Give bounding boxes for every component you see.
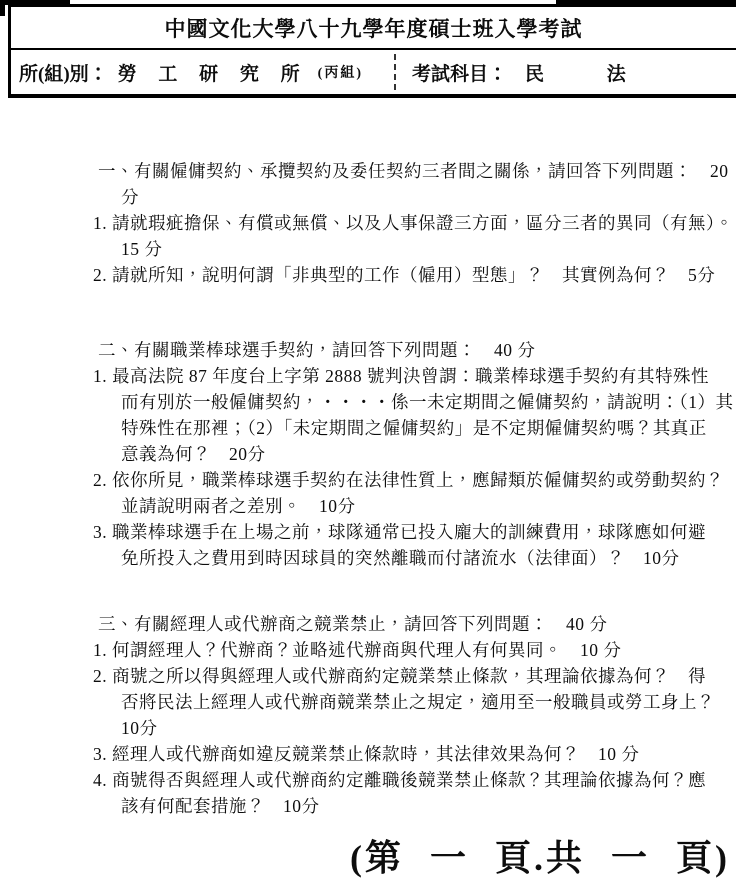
question-line: 2. 請就所知，說明何謂「非典型的工作（僱用）型態」？ 其實例為何？ 5分 [93,265,716,285]
department-label: 所(組)別： [19,63,108,85]
exam-questions [0,158,736,819]
question-section-2 [0,337,736,571]
question-line: 3. 經理人或代辦商如違反競業禁止條款時，其法律效果為何？ 10 分 [93,744,640,764]
question-section-1 [0,158,736,288]
question-section-3 [0,611,736,819]
question-line: 10分 [121,718,158,738]
subject-label: 考試科目： [412,63,508,85]
department-group: (丙組) [317,66,363,81]
exam-header-box [8,4,736,98]
question-line: 2. 商號之所以得與經理人或代辦商約定競業禁止條款，其理論依據為何？ 得 [93,666,706,686]
question-line: 三、有關經理人或代辦商之競業禁止，請回答下列問題： 40 分 [98,614,608,634]
question-line: 4. 商號得否與經理人或代辦商約定離職後競業禁止條款？其理論依據為何？應 [93,770,706,790]
department-field [11,50,394,94]
question-line: 3. 職業棒球選手在上場之前，球隊通常已投入龐大的訓練費用，球隊應如何避 [93,522,706,542]
question-line: 分 [121,187,139,207]
subject-field [394,50,736,94]
question-line: 並請說明兩者之差別。 10分 [121,496,356,516]
question-line: 1. 最高法院 87 年度台上字第 2888 號判決曾謂：職業棒球選手契約有其特殊性 [93,366,709,386]
scan-artifact [0,0,5,16]
exam-header-fields [11,50,736,94]
question-line: 意義為何？ 20分 [121,444,266,464]
question-line: 15 分 [121,239,163,259]
question-line: 2. 依你所見，職業棒球選手契約在法律性質上，應歸類於僱傭契約或勞動契約？ [93,470,724,490]
exam-title: 中國文化大學八十九學年度碩士班入學考試 [11,7,736,50]
question-line: 1. 何謂經理人？代辦商？並略述代辦商與代理人有何異同。 10 分 [93,640,622,660]
field-divider [394,54,396,90]
question-line: 一、有關僱傭契約、承攬契約及委任契約三者間之關係，請回答下列問題： 20 [98,161,729,181]
question-line: 1. 請就瑕疵擔保、有償或無償、以及人事保證三方面，區分三者的異同（有無）。 [93,213,734,233]
department-value: 勞 工 研 究 所 [117,63,302,85]
question-line: 該有何配套措施？ 10分 [121,796,320,816]
question-line: 二、有關職業棒球選手契約，請回答下列問題： 40 分 [98,340,536,360]
subject-value: 民 法 [525,63,626,85]
question-line: 特殊性在那裡；（2）「未定期間之僱傭契約」是不定期僱傭契約嗎？其真正 [121,418,707,438]
question-line: 而有別於一般僱傭契約，・・・・係一未定期間之僱傭契約，請說明：（1）其 [121,392,734,412]
page-number-footer: (第 一 頁.共 一 頁) [350,838,730,878]
question-line: 否將民法上經理人或代辦商競業禁止之規定，適用至一般職員或勞工身上？ [121,692,715,712]
question-line: 免所投入之費用到時因球員的突然離職而付諸流水（法律面）？ 10分 [121,548,680,568]
